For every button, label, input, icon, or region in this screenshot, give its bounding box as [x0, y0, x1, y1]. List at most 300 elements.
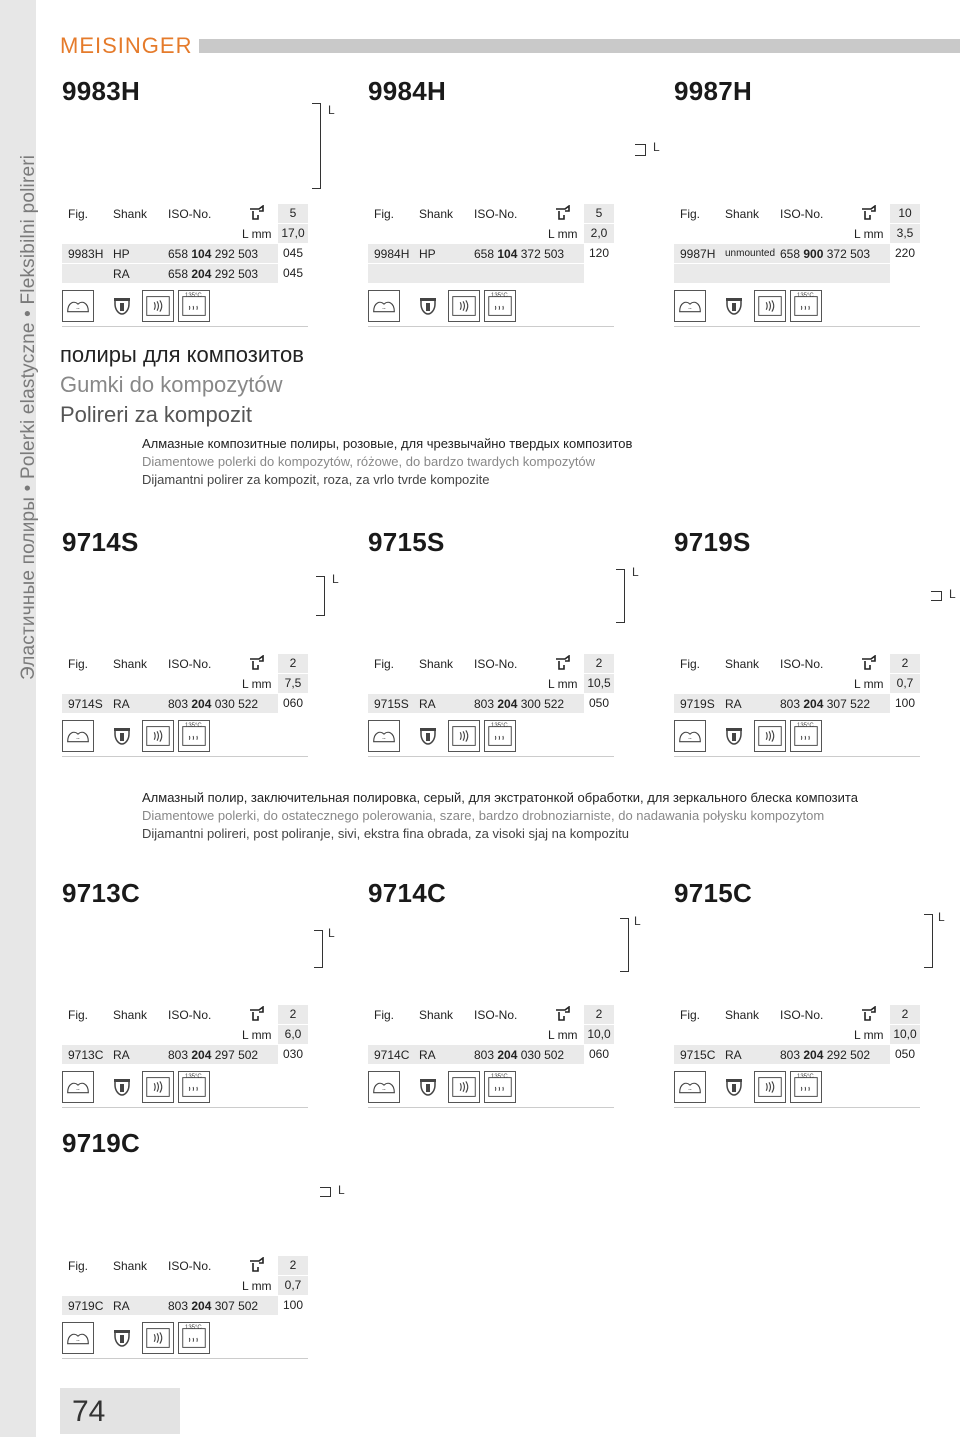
- product-title: 9715C: [674, 878, 753, 908]
- ultrasonic-icon: [142, 290, 174, 322]
- header-iso: ISO-No.: [780, 1008, 824, 1022]
- length-bracket: [635, 144, 646, 156]
- header-fig: Fig.: [680, 207, 701, 221]
- row-shank: RA: [419, 1048, 436, 1062]
- spec-table: [368, 204, 614, 284]
- iso-part-c: 300 522: [517, 697, 565, 711]
- pack-size: 2: [278, 1005, 308, 1024]
- product-title: 9987H: [674, 76, 753, 106]
- header-shank: Shank: [113, 207, 148, 221]
- table-header-row: [368, 1005, 614, 1025]
- header-shank: Shank: [113, 1259, 148, 1273]
- pack-size: 2: [584, 1005, 614, 1024]
- length-row: [62, 224, 308, 244]
- section2-desc-hr: Dijamantni polireri, post poliranje, sivi, ekstra fina obrada, za visoki sjaj na kompozitu: [142, 826, 629, 841]
- iso-part-b: 204: [191, 1299, 212, 1313]
- autoclave-icon: [484, 720, 516, 752]
- autoclave-icon: [178, 720, 210, 752]
- iso-part-c: 307 502: [211, 1299, 259, 1313]
- spec-table: [62, 654, 308, 714]
- pack-size-icon: [554, 655, 572, 671]
- length-value: 10,5: [584, 674, 614, 693]
- row-value: 220: [890, 244, 920, 263]
- product-title: 9719S: [674, 527, 751, 557]
- table-header-row: [62, 1005, 308, 1025]
- length-unit-label: L mm: [854, 227, 884, 241]
- care-icons: [368, 1071, 614, 1103]
- length-unit-label: L mm: [548, 677, 578, 691]
- header-fig: Fig.: [374, 657, 395, 671]
- row-fig: 9715S: [374, 697, 409, 711]
- table-row: [674, 244, 920, 264]
- autoclave-temp-label: 135°C: [491, 293, 508, 299]
- row-fig: 9983H: [68, 247, 104, 261]
- row-fig: 9715C: [680, 1048, 716, 1062]
- icon-divider: [62, 326, 308, 327]
- length-row: [674, 224, 920, 244]
- pack-size-icon: [248, 1257, 266, 1273]
- iso-part-b: 204: [191, 1048, 212, 1062]
- pack-size: 10: [890, 204, 920, 223]
- row-iso: [168, 247, 258, 261]
- header-shank: Shank: [725, 207, 760, 221]
- row-iso: [474, 697, 564, 711]
- header-fig: Fig.: [680, 1008, 701, 1022]
- row-iso: [168, 697, 258, 711]
- autoclave-icon: [790, 1071, 822, 1103]
- spec-table: [674, 654, 920, 714]
- disinfection-icon: [106, 1071, 138, 1103]
- length-value: 17,0: [278, 224, 308, 243]
- row-fig: 9714S: [68, 697, 103, 711]
- iso-part-a: 803: [474, 1048, 498, 1062]
- length-row: [368, 674, 614, 694]
- care-icons: [674, 290, 920, 322]
- iso-part-b: 900: [803, 247, 824, 261]
- length-value: 2,0: [584, 224, 614, 243]
- row-value-blank: [890, 264, 920, 283]
- icon-divider: [368, 756, 614, 757]
- iso-part-b: 204: [497, 1048, 518, 1062]
- section2-description: [142, 790, 858, 841]
- iso-part-c: 030 522: [211, 697, 259, 711]
- row-iso: [780, 1048, 870, 1062]
- autoclave-icon: [790, 720, 822, 752]
- length-label: L: [328, 926, 335, 940]
- iso-part-b: 204: [803, 697, 824, 711]
- autoclave-icon: [178, 1322, 210, 1354]
- header-iso: ISO-No.: [168, 1259, 212, 1273]
- disinfection-icon: [106, 1322, 138, 1354]
- ultrasonic-icon: [142, 720, 174, 752]
- table-row: [368, 244, 614, 264]
- autoclave-icon: [178, 290, 210, 322]
- section2-desc-ru: Алмазный полир, заключительная полировка, серый, для экстратонкой обработки, для зеркального блеска композита: [142, 790, 858, 805]
- care-icons: [62, 1322, 308, 1354]
- row-value: 100: [278, 1296, 308, 1315]
- length-unit-label: L mm: [548, 227, 578, 241]
- row-value: 060: [584, 1045, 614, 1064]
- instrument-icon: [62, 1322, 94, 1354]
- iso-part-b: 204: [803, 1048, 824, 1062]
- iso-part-b: 204: [191, 267, 212, 281]
- instrument-icon: [674, 290, 706, 322]
- length-label: L: [328, 103, 335, 117]
- header-iso: ISO-No.: [474, 1008, 518, 1022]
- row-iso: [474, 247, 564, 261]
- care-icons: [62, 290, 308, 322]
- pack-size: 2: [890, 1005, 920, 1024]
- row-fig: 9984H: [374, 247, 410, 261]
- row-iso: [780, 697, 870, 711]
- header-iso: ISO-No.: [168, 1008, 212, 1022]
- header-iso: ISO-No.: [780, 657, 824, 671]
- pack-size-icon: [554, 1006, 572, 1022]
- table-header-row: [62, 204, 308, 224]
- spec-table: [62, 1005, 308, 1065]
- table-row: [674, 1045, 920, 1065]
- instrument-icon: [62, 720, 94, 752]
- autoclave-temp-label: 135°C: [797, 293, 814, 299]
- autoclave-temp-label: 135°C: [797, 723, 814, 729]
- table-row: [62, 694, 308, 714]
- spec-table: [368, 1005, 614, 1065]
- row-value-blank: [584, 264, 614, 283]
- product-title: 9983H: [62, 76, 141, 106]
- row-shank: HP: [419, 247, 436, 261]
- brand-bar: [199, 39, 960, 53]
- length-row: [368, 224, 614, 244]
- icon-divider: [674, 1107, 920, 1108]
- svg-text:~: ~: [688, 306, 692, 312]
- length-label: L: [632, 565, 639, 579]
- header-fig: Fig.: [68, 207, 89, 221]
- header-shank: Shank: [113, 657, 148, 671]
- header-fig: Fig.: [680, 657, 701, 671]
- table-row: [62, 1296, 308, 1316]
- autoclave-temp-label: 135°C: [491, 1074, 508, 1080]
- icon-divider: [674, 326, 920, 327]
- svg-text:~: ~: [76, 1338, 80, 1344]
- pack-size-icon: [860, 205, 878, 221]
- pack-size: 2: [890, 654, 920, 673]
- row-shank: RA: [113, 267, 130, 281]
- iso-part-c: 292 502: [823, 1048, 871, 1062]
- care-icons: [368, 290, 614, 322]
- row-fig: 9987H: [680, 247, 716, 261]
- care-icons: [62, 1071, 308, 1103]
- svg-text:~: ~: [76, 736, 80, 742]
- ultrasonic-icon: [142, 1071, 174, 1103]
- iso-part-a: 803: [168, 1299, 192, 1313]
- pack-size: 5: [278, 204, 308, 223]
- length-value: 3,5: [890, 224, 920, 243]
- row-value: 100: [890, 694, 920, 713]
- length-value: 7,5: [278, 674, 308, 693]
- ultrasonic-icon: [448, 290, 480, 322]
- svg-text:~: ~: [688, 736, 692, 742]
- section1-desc-pl: Diamentowe polerki do kompozytów, różowe, do bardzo twardych kompozytów: [142, 454, 596, 469]
- iso-part-a: 803: [168, 1048, 192, 1062]
- product-title: 9719C: [62, 1128, 141, 1158]
- autoclave-temp-label: 135°C: [491, 723, 508, 729]
- pack-size-icon: [554, 205, 572, 221]
- autoclave-temp-label: 135°C: [185, 1325, 202, 1331]
- pack-size: 2: [584, 654, 614, 673]
- iso-part-b: 104: [191, 247, 212, 261]
- icon-divider: [368, 326, 614, 327]
- row-value: 050: [584, 694, 614, 713]
- ultrasonic-icon: [448, 1071, 480, 1103]
- length-bracket: [931, 591, 942, 601]
- length-row: [674, 674, 920, 694]
- table-row: [368, 1045, 614, 1065]
- pack-size-icon: [248, 205, 266, 221]
- ultrasonic-icon: [754, 720, 786, 752]
- length-bracket: [316, 576, 325, 616]
- table-row-blank: [674, 264, 920, 284]
- iso-part-c: 292 503: [211, 247, 259, 261]
- svg-text:~: ~: [76, 306, 80, 312]
- disinfection-icon: [106, 290, 138, 322]
- care-icons: [368, 720, 614, 752]
- header-shank: Shank: [725, 1008, 760, 1022]
- length-bracket: [616, 569, 625, 623]
- length-row: [62, 1276, 308, 1296]
- length-unit-label: L mm: [242, 677, 272, 691]
- row-value: 120: [584, 244, 614, 263]
- disinfection-icon: [412, 720, 444, 752]
- autoclave-temp-label: 135°C: [185, 1074, 202, 1080]
- instrument-icon: [368, 720, 400, 752]
- length-bracket: [320, 1187, 331, 1197]
- ultrasonic-icon: [448, 720, 480, 752]
- disinfection-icon: [106, 720, 138, 752]
- table-row: [62, 264, 308, 284]
- section1-desc-hr: Dijamantni polirer za kompozit, roza, za vrlo tvrde kompozite: [142, 472, 490, 487]
- iso-part-a: 803: [474, 697, 498, 711]
- instrument-icon: [368, 1071, 400, 1103]
- autoclave-icon: [790, 290, 822, 322]
- product-title: 9714S: [62, 527, 139, 557]
- table-row: [62, 244, 308, 264]
- autoclave-icon: [178, 1071, 210, 1103]
- section2-desc-pl: Diamentowe polerki, do ostatecznego polerowania, szare, bardzo drobnoziarniste, do nadawania połysku kompozytom: [142, 808, 825, 823]
- iso-part-c: 292 503: [211, 267, 259, 281]
- section1-description: [142, 436, 632, 487]
- header-shank: Shank: [419, 657, 454, 671]
- row-fig: 9713C: [68, 1048, 104, 1062]
- length-label: L: [332, 572, 339, 586]
- row-iso: [168, 1299, 258, 1313]
- care-icons: [674, 1071, 920, 1103]
- svg-text:~: ~: [382, 736, 386, 742]
- length-value: 10,0: [584, 1025, 614, 1044]
- page-number: 74: [72, 1395, 106, 1428]
- row-value: 060: [278, 694, 308, 713]
- length-row: [62, 1025, 308, 1045]
- length-unit-label: L mm: [854, 677, 884, 691]
- spec-table: [62, 1256, 308, 1316]
- length-bracket: [620, 918, 629, 972]
- row-shank: RA: [113, 1299, 130, 1313]
- instrument-icon: [62, 1071, 94, 1103]
- instrument-icon: [674, 1071, 706, 1103]
- spec-table: [674, 1005, 920, 1065]
- section1-heading-pl: Gumki do kompozytów: [60, 372, 283, 397]
- iso-part-a: 803: [168, 697, 192, 711]
- pack-size: 5: [584, 204, 614, 223]
- pack-size-icon: [248, 655, 266, 671]
- length-value: 0,7: [278, 1276, 308, 1295]
- header-iso: ISO-No.: [474, 207, 518, 221]
- iso-part-b: 204: [191, 697, 212, 711]
- iso-part-c: 297 502: [211, 1048, 259, 1062]
- row-shank: RA: [419, 697, 436, 711]
- length-unit-label: L mm: [242, 1279, 272, 1293]
- spec-table: [674, 204, 920, 284]
- spec-table: [62, 204, 308, 284]
- icon-divider: [62, 756, 308, 757]
- length-label: L: [634, 914, 641, 928]
- autoclave-temp-label: 135°C: [185, 723, 202, 729]
- row-iso: [474, 1048, 564, 1062]
- length-bracket: [924, 914, 933, 968]
- row-iso: [168, 1048, 258, 1062]
- row-shank: RA: [725, 1048, 742, 1062]
- length-label: L: [653, 140, 660, 154]
- section1-heading-hr: Polireri za kompozit: [60, 402, 252, 427]
- autoclave-temp-label: 135°C: [797, 1074, 814, 1080]
- brand-logo: MEISINGER: [60, 33, 193, 58]
- icon-divider: [674, 756, 920, 757]
- svg-text:~: ~: [382, 306, 386, 312]
- length-label: L: [938, 910, 945, 924]
- pack-size-icon: [860, 655, 878, 671]
- header-fig: Fig.: [374, 207, 395, 221]
- section1-heading-ru: полиры для композитов: [60, 342, 304, 367]
- iso-part-a: 658: [168, 247, 192, 261]
- svg-text:~: ~: [76, 1087, 80, 1093]
- iso-part-c: 372 503: [823, 247, 871, 261]
- header-shank: Shank: [419, 207, 454, 221]
- header-iso: ISO-No.: [168, 657, 212, 671]
- iso-part-a: 658: [780, 247, 804, 261]
- table-header-row: [674, 654, 920, 674]
- ultrasonic-icon: [142, 1322, 174, 1354]
- disinfection-icon: [718, 290, 750, 322]
- product-title: 9715S: [368, 527, 445, 557]
- instrument-icon: [368, 290, 400, 322]
- length-row: [62, 674, 308, 694]
- disinfection-icon: [718, 720, 750, 752]
- product-title: 9984H: [368, 76, 447, 106]
- table-row-blank: [368, 264, 614, 284]
- pack-size-icon: [860, 1006, 878, 1022]
- row-fig: 9719S: [680, 697, 715, 711]
- pack-size: 2: [278, 654, 308, 673]
- table-header-row: [368, 654, 614, 674]
- length-label: L: [949, 587, 956, 601]
- svg-text:~: ~: [382, 1087, 386, 1093]
- disinfection-icon: [412, 290, 444, 322]
- header-shank: Shank: [725, 657, 760, 671]
- header-shank: Shank: [419, 1008, 454, 1022]
- length-value: 10,0: [890, 1025, 920, 1044]
- iso-part-b: 204: [497, 697, 518, 711]
- icon-divider: [62, 1107, 308, 1108]
- row-shank: RA: [113, 1048, 130, 1062]
- row-fig: 9714C: [374, 1048, 410, 1062]
- length-bracket: [312, 103, 321, 189]
- row-shank: RA: [113, 697, 130, 711]
- length-unit-label: L mm: [242, 1028, 272, 1042]
- spec-table: [368, 654, 614, 714]
- product-title: 9714C: [368, 878, 447, 908]
- table-header-row: [62, 1256, 308, 1276]
- row-iso: [168, 267, 258, 281]
- header-fig: Fig.: [68, 1008, 89, 1022]
- autoclave-icon: [484, 1071, 516, 1103]
- header-fig: Fig.: [68, 1259, 89, 1273]
- autoclave-temp-label: 135°C: [185, 293, 202, 299]
- row-value: 045: [278, 244, 308, 263]
- section1-desc-ru: Алмазные композитные полиры, розовые, для чрезвычайно твердых композитов: [142, 436, 633, 451]
- iso-part-a: 658: [168, 267, 192, 281]
- iso-part-a: 803: [780, 697, 804, 711]
- table-row: [62, 1045, 308, 1065]
- pack-size: 2: [278, 1256, 308, 1275]
- iso-part-a: 803: [780, 1048, 804, 1062]
- length-value: 6,0: [278, 1025, 308, 1044]
- pack-size-icon: [248, 1006, 266, 1022]
- disinfection-icon: [718, 1071, 750, 1103]
- autoclave-icon: [484, 290, 516, 322]
- header-shank: Shank: [113, 1008, 148, 1022]
- row-value: 030: [278, 1045, 308, 1064]
- row-shank: unmounted: [725, 248, 776, 259]
- iso-part-b: 104: [497, 247, 518, 261]
- table-header-row: [674, 1005, 920, 1025]
- sidebar: [0, 0, 39, 1437]
- length-unit-label: L mm: [548, 1028, 578, 1042]
- header-iso: ISO-No.: [474, 657, 518, 671]
- table-header-row: [62, 654, 308, 674]
- care-icons: [674, 720, 920, 752]
- header-fig: Fig.: [374, 1008, 395, 1022]
- instrument-icon: [674, 720, 706, 752]
- iso-part-c: 372 503: [517, 247, 565, 261]
- length-unit-label: L mm: [242, 227, 272, 241]
- row-shank: RA: [725, 697, 742, 711]
- icon-divider: [62, 1358, 308, 1359]
- table-header-row: [674, 204, 920, 224]
- length-bracket: [314, 930, 323, 968]
- row-value: 050: [890, 1045, 920, 1064]
- ultrasonic-icon: [754, 1071, 786, 1103]
- iso-part-c: 307 522: [823, 697, 871, 711]
- length-unit-label: L mm: [854, 1028, 884, 1042]
- instrument-icon: [62, 290, 94, 322]
- row-iso: [780, 247, 870, 261]
- sidebar-title: Эластичные полиры • Polerki elastyczne • Fleksibilni polireri: [18, 154, 39, 680]
- header-fig: Fig.: [68, 657, 89, 671]
- row-shank: HP: [113, 247, 130, 261]
- icon-divider: [368, 1107, 614, 1108]
- svg-text:~: ~: [688, 1087, 692, 1093]
- header-iso: ISO-No.: [780, 207, 824, 221]
- length-value: 0,7: [890, 674, 920, 693]
